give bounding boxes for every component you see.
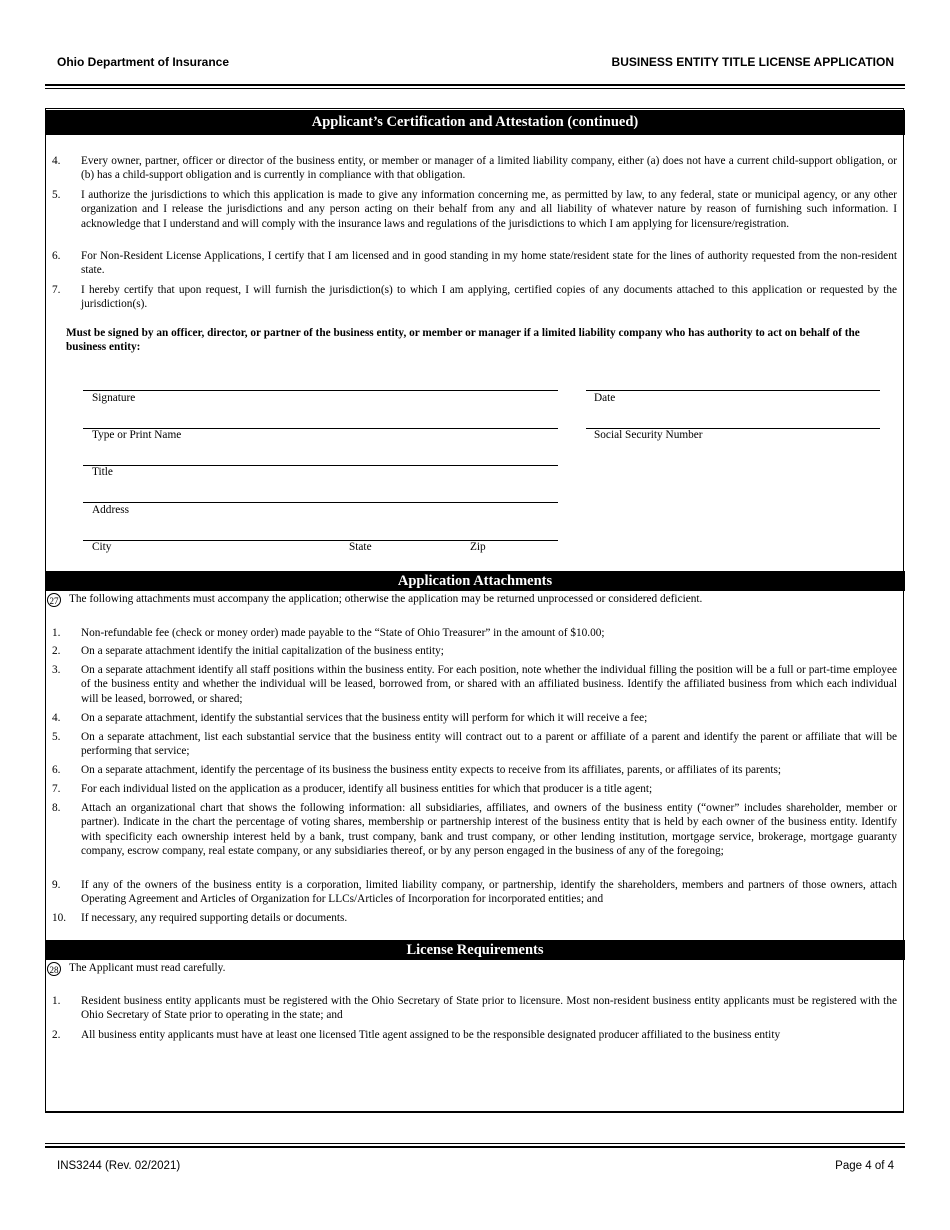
ssn-label: Social Security Number <box>594 429 703 441</box>
item-marker-27: 27 <box>47 593 61 607</box>
attachment-item-3: 3. On a separate attachment identify all staff positions within the business entity. For each position, note whether the individual filling the position will be a full or part-time employee of the business entity and whether the individual will be leased, borrowed from, or shared with an affiliated business. Identify the affiliated business from which each individual will be leased, borrowed, or shared; <box>52 664 897 705</box>
attachments-intro: The following attachments must accompany the application; otherwise the application may be returned unprocessed or considered deficient. <box>69 593 703 605</box>
attachment-item-1: 1. Non-refundable fee (check or money order) made payable to the “State of Ohio Treasurer” in the amount of $10.00; <box>52 627 605 639</box>
attachment-item-8: 8. Attach an organizational chart that shows the following information: all subsidiaries, affiliates, and owners of the business entity (“owner” includes shareholder, member or partner). Indicate in the chart the percentage of voting shares, membership or partnership interest of the business entity that is held by each owner of the business entity. Identify with specificity each ownership interest held by a bank, trust company, bank and trust company, or other lending institution, mortgage service, brokerage, mortgage guaranty company, escrow company, real estate company, or any subsidiaries thereof, or by any person engaged in the business of any of the foregoing; <box>52 802 897 857</box>
zip-label: Zip <box>470 541 486 553</box>
city-state-zip-line[interactable] <box>83 540 558 541</box>
title-line[interactable] <box>83 465 558 466</box>
attachment-item-4: 4. On a separate attachment, identify the substantial services that the business entity will perform for which it will receive a fee; <box>52 712 648 724</box>
page-number: Page 4 of 4 <box>835 1160 894 1172</box>
header-rule-thin <box>45 88 905 89</box>
requirement-item-2: 2. All business entity applicants must have at least one licensed Title agent assigned to be the responsible designated producer affiliated to the business entity <box>52 1029 781 1041</box>
footer-rule <box>45 1146 905 1148</box>
state-label: State <box>349 541 372 553</box>
attachment-item-2: 2. On a separate attachment identify the initial capitalization of the business entity; <box>52 645 444 657</box>
attachment-item-9: 9. If any of the owners of the business entity is a corporation, limited liability company, or partnership, identify the shareholders, members and partners of those owners, attach Operating Agreement and Articles of Organization for LLCs/Articles of Incorporation for incorporated entities; and <box>52 879 897 906</box>
print-name-label: Type or Print Name <box>92 429 182 441</box>
header-agency: Ohio Department of Insurance <box>57 55 230 69</box>
date-line[interactable] <box>586 390 880 391</box>
attachment-item-6: 6. On a separate attachment, identify the percentage of its business the business entity expects to receive from its affiliates, parents, or affiliates of its parents; <box>52 764 782 776</box>
attachment-item-7: 7. For each individual listed on the application as a producer, identify all business entities for which that producer is a title agent; <box>52 783 653 795</box>
item-marker-28: 28 <box>47 962 61 976</box>
cert-item-4: 4. Every owner, partner, officer or director of the business entity, or member or manager of a limited liability company, either (a) does not have a current child-support obligation, or (b) has a child-support obligation and is currently in compliance with that obligation. <box>52 155 897 182</box>
attachment-item-10: 10. If necessary, any required supporting details or documents. <box>52 912 348 924</box>
section-heading-attachments: Application Attachments <box>45 571 905 591</box>
signature-requirement-note: Must be signed by an officer, director, or partner of the business entity, or member or manager if a limited liability company who has authority to act on behalf of the business entity: <box>66 327 860 354</box>
requirement-item-1: 1. Resident business entity applicants must be registered with the Ohio Secretary of State prior to licensure. Most non-resident business entity applicants must be registered with the Ohio Secretary of State prior to operating in the state; and <box>52 995 897 1022</box>
section-heading-certification: Applicant’s Certification and Attestation (continued) <box>45 110 905 135</box>
attachment-item-5: 5. On a separate attachment, list each substantial service that the business entity will contract out to a parent or affiliate of a parent and identify the parent or affiliate that will be performing that service; <box>52 731 897 758</box>
form-number: INS3244 (Rev. 02/2021) <box>57 1160 181 1172</box>
section-heading-requirements: License Requirements <box>45 940 905 960</box>
title-label: Title <box>92 466 113 478</box>
address-label: Address <box>92 504 130 516</box>
address-line[interactable] <box>83 502 558 503</box>
signature-label: Signature <box>92 392 136 404</box>
header-form-title: BUSINESS ENTITY TITLE LICENSE APPLICATION <box>611 55 894 69</box>
header-rule <box>45 84 905 86</box>
cert-item-5: 5. I authorize the jurisdictions to which this application is made to give any information concerning me, as permitted by law, to any federal, state or municipal agency, or any other organization and I release the jurisdictions and any person acting on their behalf from any and all liability of whatever nature by reason of furnishing such information. I acknowledge that I understand and will comply with the insurance laws and regulations of the jurisdictions to which I am applying for licensure/registration. <box>52 189 897 230</box>
requirements-intro: The Applicant must read carefully. <box>69 962 226 974</box>
date-label: Date <box>594 392 616 404</box>
cert-item-6: 6. For Non-Resident License Applications, I certify that I am licensed and in good standing in my home state/resident state for the lines of authority requested from the non-resident state. <box>52 250 897 277</box>
cert-item-7: 7. I hereby certify that upon request, I will furnish the jurisdiction(s) to which I am applying, certified copies of any documents attached to this application or requested by the jurisdiction(s). <box>52 284 897 311</box>
city-label: City <box>92 541 112 553</box>
footer-rule-thin <box>45 1143 905 1144</box>
signature-line[interactable] <box>83 390 558 391</box>
